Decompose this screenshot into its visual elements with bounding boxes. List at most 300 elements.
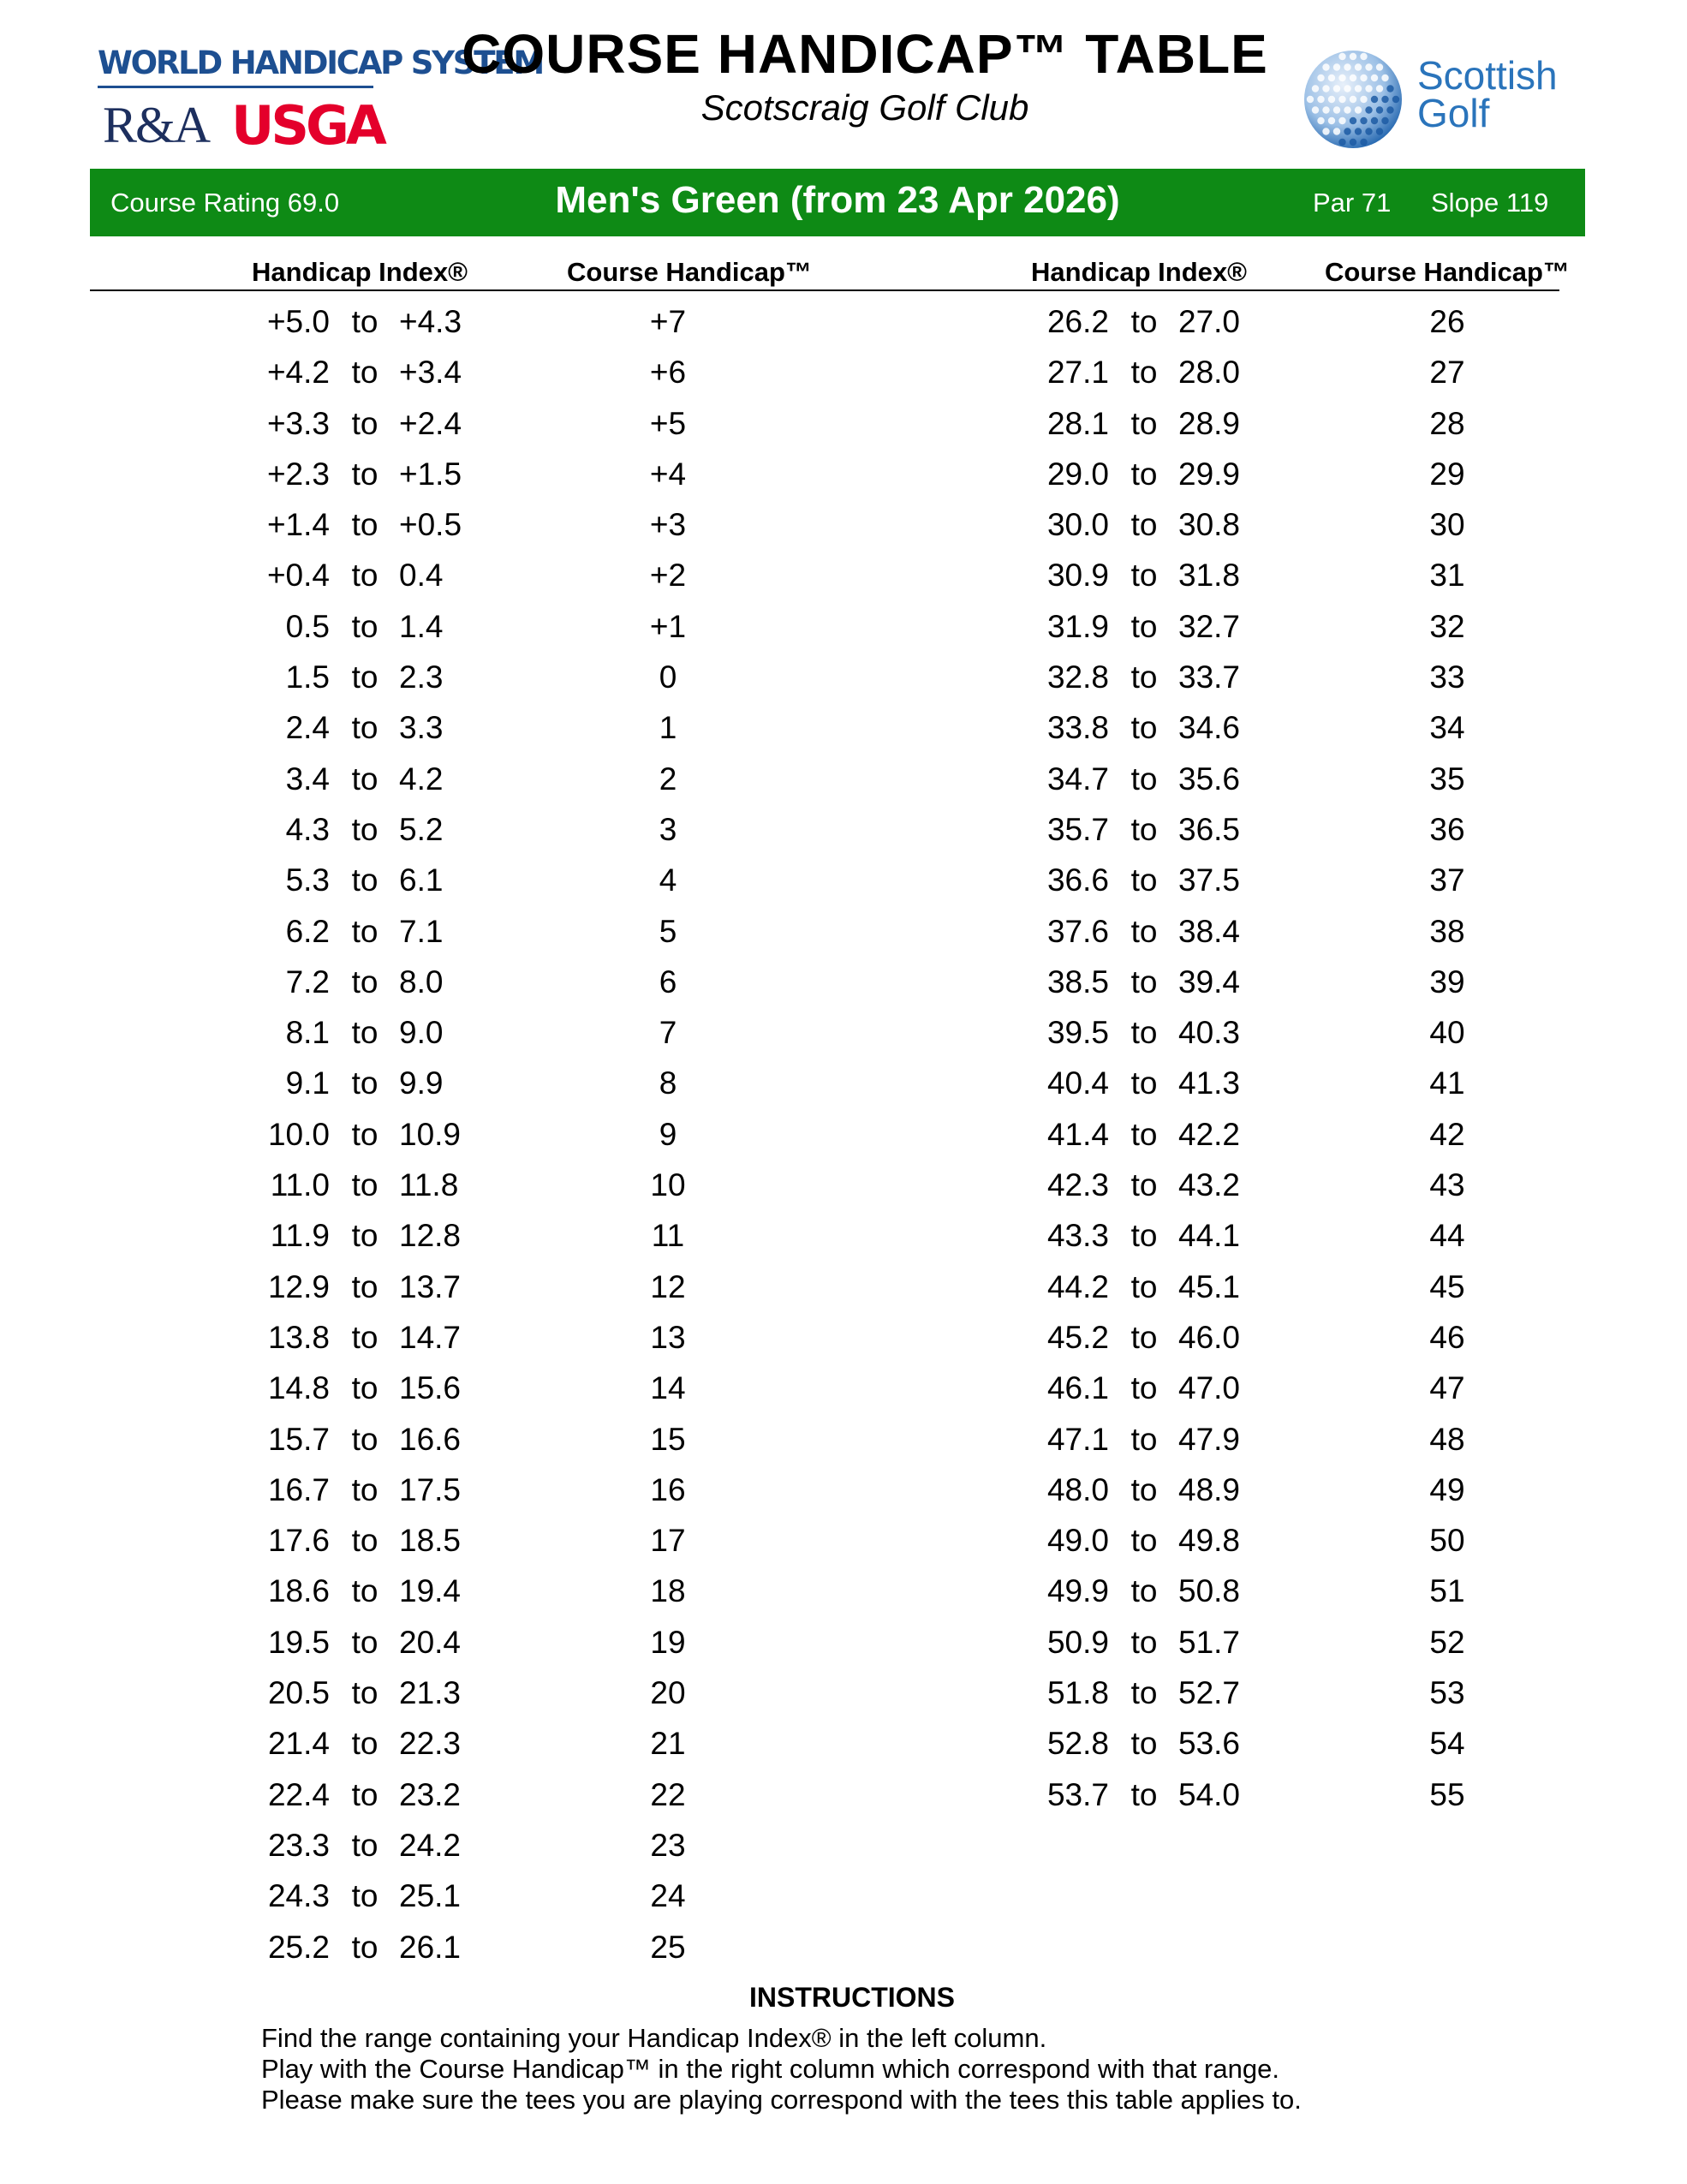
table-row	[0, 1571, 1687, 1621]
tee-title: Men's Green (from 23 Apr 2026)	[555, 179, 1120, 221]
left-index-to-word: to	[351, 1421, 379, 1457]
handicap-table	[0, 301, 1687, 1978]
right-index-from: 43.3	[1046, 1218, 1109, 1254]
left-index-to-word: to	[351, 1929, 379, 1965]
left-course-handicap: 21	[650, 1726, 686, 1762]
left-index-to: 23.2	[399, 1776, 462, 1812]
left-index-to: 11.8	[399, 1167, 459, 1203]
left-index-to-word: to	[351, 1268, 379, 1304]
right-index-to: 30.8	[1178, 507, 1241, 543]
right-course-handicap: 33	[1429, 659, 1465, 695]
left-index-to: 12.8	[399, 1218, 462, 1254]
table-row	[0, 1622, 1687, 1673]
left-index-to-word: to	[351, 1370, 379, 1406]
left-index-to-word: to	[351, 558, 379, 594]
left-index-to-word: to	[351, 1726, 379, 1762]
left-index-to-word: to	[351, 659, 379, 695]
left-course-handicap: 2	[659, 761, 677, 797]
table-row	[0, 352, 1687, 403]
right-index-from: 47.1	[1046, 1421, 1109, 1457]
left-index-from: 18.6	[267, 1573, 330, 1609]
table-row	[0, 1520, 1687, 1571]
left-index-from: 15.7	[267, 1421, 330, 1457]
table-row	[0, 1063, 1687, 1113]
left-index-from: 16.7	[267, 1471, 330, 1507]
left-index-to-word: to	[351, 355, 379, 391]
right-index-to-word: to	[1130, 1726, 1158, 1762]
table-row	[0, 1723, 1687, 1774]
left-index-from: 13.8	[267, 1319, 330, 1355]
right-index-from: 26.2	[1046, 304, 1109, 339]
right-index-to: 36.5	[1178, 811, 1241, 847]
club-name: Scotscraig Golf Club	[700, 87, 1029, 128]
right-index-from: 31.9	[1046, 608, 1109, 644]
left-course-handicap: +2	[649, 558, 687, 594]
left-course-handicap: 11	[651, 1218, 685, 1254]
right-course-handicap: 30	[1429, 507, 1465, 543]
left-index-to-word: to	[351, 1065, 379, 1101]
page-title: COURSE HANDICAP™ TABLE	[462, 23, 1268, 85]
left-index-to-word: to	[351, 710, 379, 746]
left-course-handicap: 14	[650, 1370, 686, 1406]
right-index-to: 40.3	[1178, 1015, 1241, 1051]
table-row	[0, 1165, 1687, 1215]
table-row	[0, 1215, 1687, 1266]
left-course-handicap: +6	[649, 355, 687, 391]
left-course-handicap: 5	[659, 913, 677, 949]
instruction-line-3: Please make sure the tees you are playing correspond with the tees this table applies to.	[261, 2085, 1302, 2115]
right-index-to: 33.7	[1178, 659, 1241, 695]
table-row	[0, 1419, 1687, 1470]
table-row	[0, 1114, 1687, 1165]
right-index-from: 38.5	[1046, 964, 1109, 1000]
left-index-to-word: to	[351, 1218, 379, 1254]
left-index-from: 11.0	[270, 1167, 330, 1203]
left-course-handicap: 18	[650, 1573, 686, 1609]
left-course-handicap: 12	[650, 1268, 686, 1304]
left-index-from: 24.3	[267, 1878, 330, 1914]
left-index-to-word: to	[351, 1116, 379, 1152]
left-index-to-word: to	[351, 1573, 379, 1609]
left-index-from: 1.5	[285, 659, 330, 695]
left-course-handicap: 25	[650, 1929, 686, 1965]
left-course-handicap: +3	[649, 507, 687, 543]
right-index-from: 29.0	[1046, 456, 1109, 492]
right-course-handicap: 35	[1429, 761, 1465, 797]
left-index-from: +3.3	[266, 405, 330, 441]
right-index-to: 35.6	[1178, 761, 1241, 797]
right-index-to: 51.7	[1178, 1624, 1241, 1660]
right-index-to: 50.8	[1178, 1573, 1241, 1609]
right-index-from: 40.4	[1046, 1065, 1109, 1101]
right-index-from: 27.1	[1046, 355, 1109, 391]
right-index-from: 52.8	[1046, 1726, 1109, 1762]
golf-ball-icon	[1302, 48, 1404, 151]
left-index-from: 19.5	[267, 1624, 330, 1660]
left-course-handicap: +5	[649, 405, 687, 441]
right-index-to: 45.1	[1178, 1268, 1241, 1304]
left-course-handicap: 7	[659, 1015, 677, 1051]
right-course-handicap: 36	[1429, 811, 1465, 847]
left-index-to: 4.2	[399, 761, 444, 797]
right-index-to: 31.8	[1178, 558, 1241, 594]
table-row	[0, 403, 1687, 454]
right-index-to: 48.9	[1178, 1471, 1241, 1507]
left-index-from: 9.1	[285, 1065, 330, 1101]
left-index-to-word: to	[351, 913, 379, 949]
left-course-handicap: 23	[650, 1827, 686, 1863]
left-index-from: 5.3	[285, 862, 330, 898]
left-index-to: 0.4	[399, 558, 444, 594]
right-index-to-word: to	[1130, 710, 1158, 746]
left-course-handicap: +1	[649, 608, 687, 644]
right-index-to: 53.6	[1178, 1726, 1241, 1762]
right-index-to: 52.7	[1178, 1675, 1241, 1711]
right-index-from: 49.9	[1046, 1573, 1109, 1609]
left-index-to: 16.6	[399, 1421, 462, 1457]
right-index-from: 30.9	[1046, 558, 1109, 594]
left-index-from: 22.4	[267, 1776, 330, 1812]
left-index-to: 2.3	[399, 659, 444, 695]
left-course-handicap: +7	[649, 304, 687, 339]
left-index-to-word: to	[351, 1015, 379, 1051]
right-index-to-word: to	[1130, 304, 1158, 339]
right-index-from: 30.0	[1046, 507, 1109, 543]
right-index-to-word: to	[1130, 811, 1158, 847]
right-index-to-word: to	[1130, 608, 1158, 644]
right-index-to-word: to	[1130, 913, 1158, 949]
left-index-to-word: to	[351, 456, 379, 492]
left-index-from: 0.5	[285, 608, 330, 644]
right-index-from: 37.6	[1046, 913, 1109, 949]
right-index-from: 28.1	[1046, 405, 1109, 441]
right-index-to-word: to	[1130, 456, 1158, 492]
left-index-to: 22.3	[399, 1726, 462, 1762]
left-index-from: 7.2	[285, 964, 330, 1000]
right-index-from: 53.7	[1046, 1776, 1109, 1812]
right-index-to: 39.4	[1178, 964, 1241, 1000]
left-index-to-word: to	[351, 1319, 379, 1355]
left-index-from: +4.2	[266, 355, 330, 391]
right-index-to-word: to	[1130, 1675, 1158, 1711]
right-index-to: 38.4	[1178, 913, 1241, 949]
left-index-to-word: to	[351, 608, 379, 644]
left-index-to-word: to	[351, 1471, 379, 1507]
left-index-from: 25.2	[267, 1929, 330, 1965]
left-course-handicap: 10	[650, 1167, 686, 1203]
left-index-to-word: to	[351, 405, 379, 441]
right-index-to-word: to	[1130, 1624, 1158, 1660]
right-index-to: 28.9	[1178, 405, 1241, 441]
left-index-to: 25.1	[399, 1878, 462, 1914]
right-course-handicap: 28	[1429, 405, 1465, 441]
right-index-to: 37.5	[1178, 862, 1241, 898]
right-index-to: 47.0	[1178, 1370, 1241, 1406]
left-course-handicap: 9	[659, 1116, 677, 1152]
left-course-handicap: 8	[659, 1065, 677, 1101]
right-course-handicap: 37	[1429, 862, 1465, 898]
right-course-handicap: 55	[1429, 1776, 1465, 1812]
right-index-to: 29.9	[1178, 456, 1241, 492]
right-index-to-word: to	[1130, 1065, 1158, 1101]
table-row	[0, 860, 1687, 910]
left-index-to-word: to	[351, 1624, 379, 1660]
right-index-to: 47.9	[1178, 1421, 1241, 1457]
table-row	[0, 1927, 1687, 1978]
right-index-to: 49.8	[1178, 1523, 1241, 1559]
right-index-to-word: to	[1130, 1116, 1158, 1152]
right-course-handicap: 29	[1429, 456, 1465, 492]
right-index-from: 49.0	[1046, 1523, 1109, 1559]
course-rating: Course Rating 69.0	[110, 188, 340, 218]
left-course-handicap-header: Course Handicap™	[567, 257, 812, 287]
right-index-from: 33.8	[1046, 710, 1109, 746]
left-index-to-word: to	[351, 1827, 379, 1863]
slope: Slope 119	[1431, 188, 1549, 218]
left-index-to: 7.1	[399, 913, 444, 949]
right-course-handicap: 54	[1429, 1726, 1465, 1762]
r-and-a-logo: R&A	[103, 97, 210, 153]
left-index-from: 6.2	[285, 913, 330, 949]
left-index-from: +5.0	[266, 304, 330, 339]
left-index-to-word: to	[351, 964, 379, 1000]
left-index-from: 20.5	[267, 1675, 330, 1711]
right-course-handicap: 38	[1429, 913, 1465, 949]
right-course-handicap: 31	[1429, 558, 1465, 594]
left-index-to: 13.7	[399, 1268, 462, 1304]
right-index-to: 44.1	[1178, 1218, 1241, 1254]
right-course-handicap: 44	[1429, 1218, 1465, 1254]
right-index-to-word: to	[1130, 1268, 1158, 1304]
left-index-from: +2.3	[266, 456, 330, 492]
right-course-handicap: 42	[1429, 1116, 1465, 1152]
right-index-from: 36.6	[1046, 862, 1109, 898]
right-index-to: 42.2	[1178, 1116, 1241, 1152]
table-row	[0, 301, 1687, 352]
left-index-to-word: to	[351, 761, 379, 797]
right-index-from: 45.2	[1046, 1319, 1109, 1355]
table-row	[0, 1775, 1687, 1825]
left-index-from: +1.4	[266, 507, 330, 543]
left-index-to: 26.1	[399, 1929, 462, 1965]
right-course-handicap: 49	[1429, 1471, 1465, 1507]
left-index-to: 6.1	[399, 862, 444, 898]
left-index-to: 9.0	[399, 1015, 444, 1051]
right-index-to: 41.3	[1178, 1065, 1241, 1101]
left-index-from: 10.0	[267, 1116, 330, 1152]
left-index-to: +1.5	[399, 456, 462, 492]
scottish-golf-line1: Scottish	[1417, 53, 1558, 98]
right-course-handicap: 48	[1429, 1421, 1465, 1457]
right-index-to-word: to	[1130, 862, 1158, 898]
table-row	[0, 657, 1687, 707]
right-index-to-word: to	[1130, 761, 1158, 797]
right-course-handicap: 52	[1429, 1624, 1465, 1660]
right-handicap-index-header: Handicap Index®	[1031, 257, 1247, 287]
right-index-to: 43.2	[1178, 1167, 1241, 1203]
table-row	[0, 555, 1687, 606]
left-course-handicap: +4	[649, 456, 687, 492]
right-index-to-word: to	[1130, 1573, 1158, 1609]
left-course-handicap: 3	[659, 811, 677, 847]
left-index-to: 14.7	[399, 1319, 462, 1355]
left-index-to: 10.9	[399, 1116, 462, 1152]
right-course-handicap: 41	[1429, 1065, 1465, 1101]
right-index-from: 42.3	[1046, 1167, 1109, 1203]
right-course-handicap: 51	[1429, 1573, 1465, 1609]
left-course-handicap: 1	[659, 710, 677, 746]
right-index-to-word: to	[1130, 1218, 1158, 1254]
right-course-handicap: 43	[1429, 1167, 1465, 1203]
left-index-to-word: to	[351, 1776, 379, 1812]
left-index-from: 23.3	[267, 1827, 330, 1863]
left-course-handicap: 17	[650, 1523, 686, 1559]
table-row	[0, 962, 1687, 1012]
left-course-handicap: 0	[659, 659, 677, 695]
right-index-from: 39.5	[1046, 1015, 1109, 1051]
table-row	[0, 1012, 1687, 1063]
right-course-handicap-header: Course Handicap™	[1325, 257, 1570, 287]
right-index-to-word: to	[1130, 659, 1158, 695]
right-index-from: 51.8	[1046, 1675, 1109, 1711]
left-handicap-index-header: Handicap Index®	[252, 257, 468, 287]
right-course-handicap: 40	[1429, 1015, 1465, 1051]
table-row	[0, 454, 1687, 504]
left-index-to-word: to	[351, 1878, 379, 1914]
left-index-to: 8.0	[399, 964, 444, 1000]
instruction-line-1: Find the range containing your Handicap Index® in the left column.	[261, 2023, 1047, 2053]
whs-logo-rule	[98, 86, 373, 88]
table-row	[0, 759, 1687, 809]
left-index-to-word: to	[351, 862, 379, 898]
right-index-to-word: to	[1130, 1370, 1158, 1406]
right-index-to-word: to	[1130, 1776, 1158, 1812]
par: Par 71	[1313, 188, 1392, 218]
right-index-from: 41.4	[1046, 1116, 1109, 1152]
left-index-to-word: to	[351, 811, 379, 847]
right-index-to-word: to	[1130, 1167, 1158, 1203]
left-index-to: +3.4	[399, 355, 462, 391]
right-index-to-word: to	[1130, 558, 1158, 594]
right-course-handicap: 45	[1429, 1268, 1465, 1304]
left-course-handicap: 16	[650, 1471, 686, 1507]
left-course-handicap: 24	[650, 1878, 686, 1914]
right-index-to-word: to	[1130, 1523, 1158, 1559]
left-index-from: 21.4	[267, 1726, 330, 1762]
right-index-to: 27.0	[1178, 304, 1241, 339]
instruction-line-2: Play with the Course Handicap™ in the right column which correspond with that range.	[261, 2054, 1279, 2084]
header-rule	[90, 289, 1559, 291]
left-index-from: 8.1	[285, 1015, 330, 1051]
left-index-from: 11.9	[270, 1218, 330, 1254]
right-index-to: 28.0	[1178, 355, 1241, 391]
left-index-to-word: to	[351, 1523, 379, 1559]
left-index-to: 1.4	[399, 608, 444, 644]
instructions-title: INSTRUCTIONS	[749, 1982, 955, 2013]
left-course-handicap: 13	[650, 1319, 686, 1355]
right-index-to: 54.0	[1178, 1776, 1241, 1812]
left-index-to-word: to	[351, 1167, 379, 1203]
left-index-from: 4.3	[285, 811, 330, 847]
left-index-to: +4.3	[399, 304, 462, 339]
left-course-handicap: 19	[650, 1624, 686, 1660]
left-index-from: 3.4	[285, 761, 330, 797]
tee-info-band	[90, 169, 1585, 236]
left-course-handicap: 6	[659, 964, 677, 1000]
left-index-to: 3.3	[399, 710, 444, 746]
right-index-to-word: to	[1130, 964, 1158, 1000]
table-row	[0, 606, 1687, 657]
left-course-handicap: 4	[659, 862, 677, 898]
table-row	[0, 911, 1687, 962]
right-index-to-word: to	[1130, 405, 1158, 441]
right-index-to: 32.7	[1178, 608, 1241, 644]
table-row	[0, 1825, 1687, 1876]
right-index-from: 48.0	[1046, 1471, 1109, 1507]
right-index-to: 34.6	[1178, 710, 1241, 746]
left-course-handicap: 15	[650, 1421, 686, 1457]
right-course-handicap: 27	[1429, 355, 1465, 391]
left-index-from: 2.4	[285, 710, 330, 746]
right-index-to-word: to	[1130, 355, 1158, 391]
right-course-handicap: 46	[1429, 1319, 1465, 1355]
left-index-from: +0.4	[266, 558, 330, 594]
right-course-handicap: 26	[1429, 304, 1465, 339]
right-course-handicap: 32	[1429, 608, 1465, 644]
left-index-to: 24.2	[399, 1827, 462, 1863]
left-index-to-word: to	[351, 1675, 379, 1711]
table-row	[0, 1368, 1687, 1418]
left-course-handicap: 22	[650, 1776, 686, 1812]
right-index-to-word: to	[1130, 507, 1158, 543]
left-index-to: 20.4	[399, 1624, 462, 1660]
right-course-handicap: 53	[1429, 1675, 1465, 1711]
left-index-to-word: to	[351, 304, 379, 339]
left-index-from: 12.9	[267, 1268, 330, 1304]
world-handicap-system-logo: WORLD HANDICAP SYSTEM	[98, 45, 543, 81]
right-index-to-word: to	[1130, 1471, 1158, 1507]
table-row	[0, 809, 1687, 860]
right-course-handicap: 34	[1429, 710, 1465, 746]
left-index-to: +0.5	[399, 507, 462, 543]
table-row	[0, 504, 1687, 555]
left-index-from: 17.6	[267, 1523, 330, 1559]
left-index-to: 17.5	[399, 1471, 462, 1507]
left-index-to: 19.4	[399, 1573, 462, 1609]
table-row	[0, 1673, 1687, 1723]
right-index-from: 50.9	[1046, 1624, 1109, 1660]
left-index-to: 9.9	[399, 1065, 444, 1101]
right-index-to-word: to	[1130, 1015, 1158, 1051]
left-index-to: 15.6	[399, 1370, 462, 1406]
right-index-to-word: to	[1130, 1319, 1158, 1355]
right-course-handicap: 50	[1429, 1523, 1465, 1559]
left-index-to: 18.5	[399, 1523, 462, 1559]
table-row	[0, 707, 1687, 758]
right-index-from: 46.1	[1046, 1370, 1109, 1406]
left-course-handicap: 20	[650, 1675, 686, 1711]
right-index-from: 34.7	[1046, 761, 1109, 797]
right-index-to-word: to	[1130, 1421, 1158, 1457]
right-index-from: 35.7	[1046, 811, 1109, 847]
table-row	[0, 1317, 1687, 1368]
table-row	[0, 1267, 1687, 1317]
right-index-to: 46.0	[1178, 1319, 1241, 1355]
right-course-handicap: 47	[1429, 1370, 1465, 1406]
usga-logo: USGA	[231, 94, 384, 157]
left-index-to: +2.4	[399, 405, 462, 441]
table-row	[0, 1470, 1687, 1520]
